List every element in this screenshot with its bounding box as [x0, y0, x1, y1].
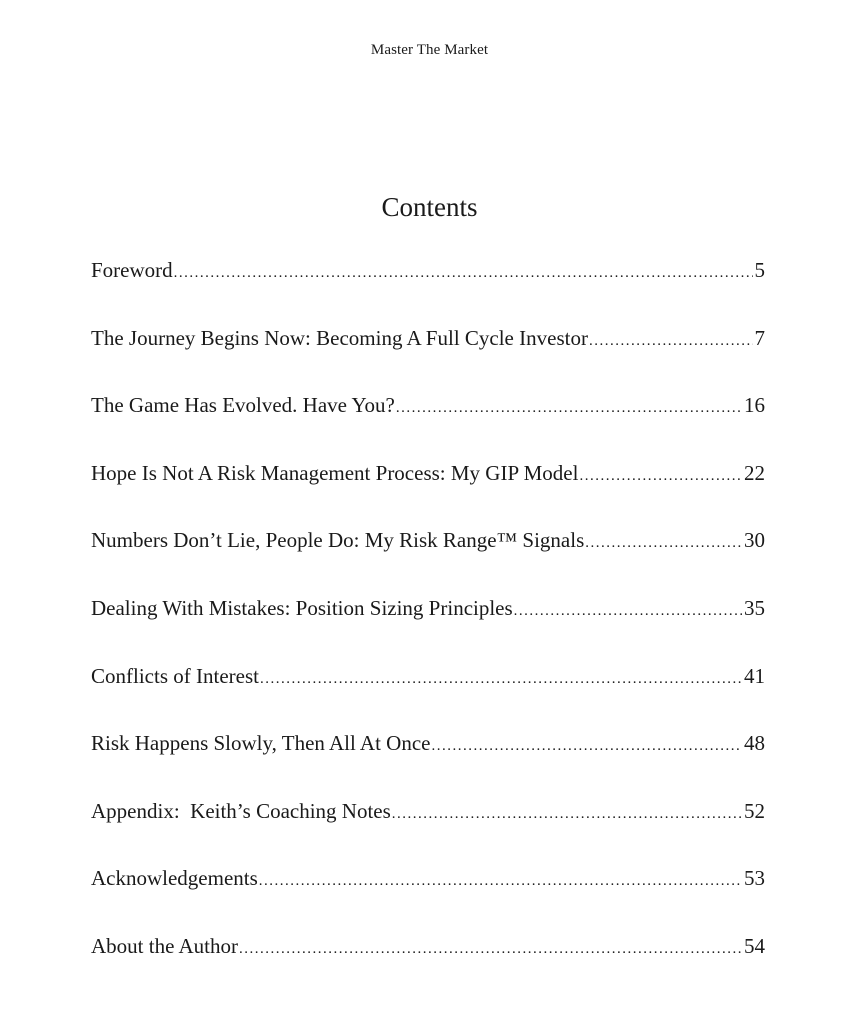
toc-entry-page: 52 — [744, 798, 765, 823]
toc-entry-acknowledgements[interactable] — [91, 866, 765, 934]
toc-entry-title: Acknowledgements — [91, 866, 258, 891]
dot-leader — [260, 671, 742, 688]
toc-entry-game-evolved[interactable] — [91, 393, 765, 461]
toc-entry-page: 22 — [744, 460, 765, 485]
dot-leader — [589, 333, 753, 350]
dot-leader — [392, 806, 742, 823]
dot-leader — [396, 400, 742, 417]
toc-entry-journey-begins[interactable] — [91, 326, 765, 394]
toc-entry-title: Appendix: Keith’s Coaching Notes — [91, 798, 391, 823]
toc-entry-page: 41 — [744, 663, 765, 688]
table-of-contents — [91, 258, 765, 1002]
toc-entry-hope-not-risk[interactable] — [91, 461, 765, 529]
toc-entry-page: 7 — [754, 325, 765, 350]
toc-entry-page: 53 — [744, 866, 765, 891]
toc-entry-title: Dealing With Mistakes: Position Sizing Principles — [91, 595, 513, 620]
toc-entry-appendix[interactable] — [91, 799, 765, 867]
dot-leader — [579, 468, 742, 485]
toc-entry-title: The Game Has Evolved. Have You? — [91, 393, 395, 418]
toc-entry-title: The Journey Begins Now: Becoming A Full Cycle Investor — [91, 325, 588, 350]
toc-entry-title: Risk Happens Slowly, Then All At Once — [91, 731, 431, 756]
toc-entry-title: Foreword — [91, 258, 173, 282]
toc-entry-page: 35 — [744, 595, 765, 620]
toc-title: Contents — [381, 192, 478, 222]
dot-leader — [432, 738, 743, 755]
toc-entry-page: 5 — [754, 258, 765, 282]
dot-leader — [585, 535, 742, 552]
toc-entry-title: Numbers Don’t Lie, People Do: My Risk Range™ Signals — [91, 528, 585, 553]
dot-leader — [514, 603, 742, 620]
dot-leader — [174, 265, 753, 282]
toc-entry-about-the-author[interactable] — [91, 934, 765, 1002]
dot-leader — [239, 941, 742, 958]
toc-entry-risk-happens-slowly[interactable] — [91, 731, 765, 799]
toc-entry-numbers-dont-lie[interactable] — [91, 528, 765, 596]
toc-entry-page: 16 — [744, 393, 765, 418]
running-header: Master The Market — [370, 42, 489, 58]
toc-entry-page: 48 — [744, 731, 765, 756]
toc-entry-title: Conflicts of Interest — [91, 663, 259, 688]
toc-entry-conflicts-of-interest[interactable] — [91, 664, 765, 732]
toc-entry-foreword[interactable] — [91, 258, 765, 326]
toc-entry-title: About the Author — [91, 933, 238, 958]
toc-entry-title: Hope Is Not A Risk Management Process: My GIP Model — [91, 460, 579, 485]
dot-leader — [259, 873, 742, 890]
toc-entry-dealing-with-mistakes[interactable] — [91, 596, 765, 664]
toc-entry-page: 30 — [744, 528, 765, 553]
toc-entry-page: 54 — [744, 933, 765, 958]
